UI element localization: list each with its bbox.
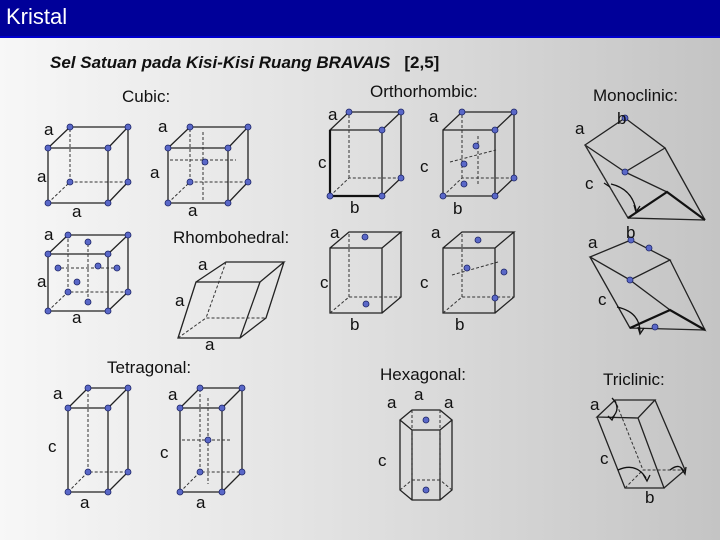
label-a: a [588, 233, 598, 252]
label-b: b [350, 315, 360, 334]
orthorhombic-simple-cell [327, 109, 404, 199]
label-a: a [196, 493, 206, 512]
label-c: c [585, 174, 594, 193]
slide-title: Kristal [6, 4, 68, 29]
label-a: a [175, 291, 185, 310]
caption-hexagonal: Hexagonal: [380, 365, 467, 384]
orthorhombic-face-centered-cell [443, 232, 514, 313]
label-a: a [590, 395, 600, 414]
label-a: a [205, 335, 215, 354]
label-a: a [575, 119, 585, 138]
label-a: a [431, 223, 441, 242]
triclinic-cell [597, 398, 686, 488]
subtitle-reference: [2,5] [404, 53, 440, 72]
caption-rhombohedral: Rhombohedral: [173, 228, 290, 247]
label-c: c [598, 290, 607, 309]
label-a: a [168, 385, 178, 404]
label-b: b [617, 109, 627, 128]
cubic-simple-cell [45, 124, 131, 206]
label-a: a [44, 120, 54, 139]
label-c: c [420, 157, 429, 176]
label-b: b [350, 198, 360, 217]
label-a: a [330, 223, 340, 242]
caption-tetragonal: Tetragonal: [107, 358, 192, 377]
label-c: c [378, 451, 387, 470]
tetragonal-simple-cell [65, 385, 131, 495]
label-a: a [444, 393, 454, 412]
orthorhombic-body-centered-cell [440, 109, 517, 199]
label-a: a [37, 272, 47, 291]
label-b: b [453, 199, 463, 218]
label-a: a [53, 384, 63, 403]
label-c: c [48, 437, 57, 456]
caption-monoclinic: Monoclinic: [593, 86, 679, 105]
label-a: a [414, 385, 424, 404]
label-a: a [72, 308, 82, 327]
label-a: a [158, 117, 168, 136]
label-c: c [160, 443, 169, 462]
label-a: a [328, 105, 338, 124]
monoclinic-simple-cell [585, 115, 705, 220]
caption-orthorhombic: Orthorhombic: [370, 82, 478, 101]
label-a: a [198, 255, 208, 274]
label-b: b [626, 223, 636, 242]
label-a: a [44, 225, 54, 244]
orthorhombic-base-centered-cell [330, 232, 401, 313]
label-c: c [320, 273, 329, 292]
label-a: a [188, 201, 198, 220]
label-c: c [420, 273, 429, 292]
label-a: a [72, 202, 82, 221]
label-a: a [150, 163, 160, 182]
label-a: a [429, 107, 439, 126]
caption-triclinic: Triclinic: [603, 370, 665, 389]
label-c: c [318, 153, 327, 172]
caption-cubic: Cubic: [122, 87, 171, 106]
label-b: b [645, 488, 655, 507]
monoclinic-base-centered-cell [590, 237, 705, 334]
label-a: a [37, 167, 47, 186]
subtitle-text: Sel Satuan pada Kisi-Kisi Ruang BRAVAIS [50, 53, 391, 72]
tetragonal-body-centered-cell [177, 385, 245, 495]
label-a: a [387, 393, 397, 412]
label-c: c [600, 449, 609, 468]
cubic-body-centered-cell [165, 124, 251, 206]
label-b: b [455, 315, 465, 334]
hexagonal-cell [400, 410, 452, 500]
label-a: a [80, 493, 90, 512]
rhombohedral-cell [178, 262, 284, 338]
cubic-face-centered-cell [45, 232, 131, 314]
